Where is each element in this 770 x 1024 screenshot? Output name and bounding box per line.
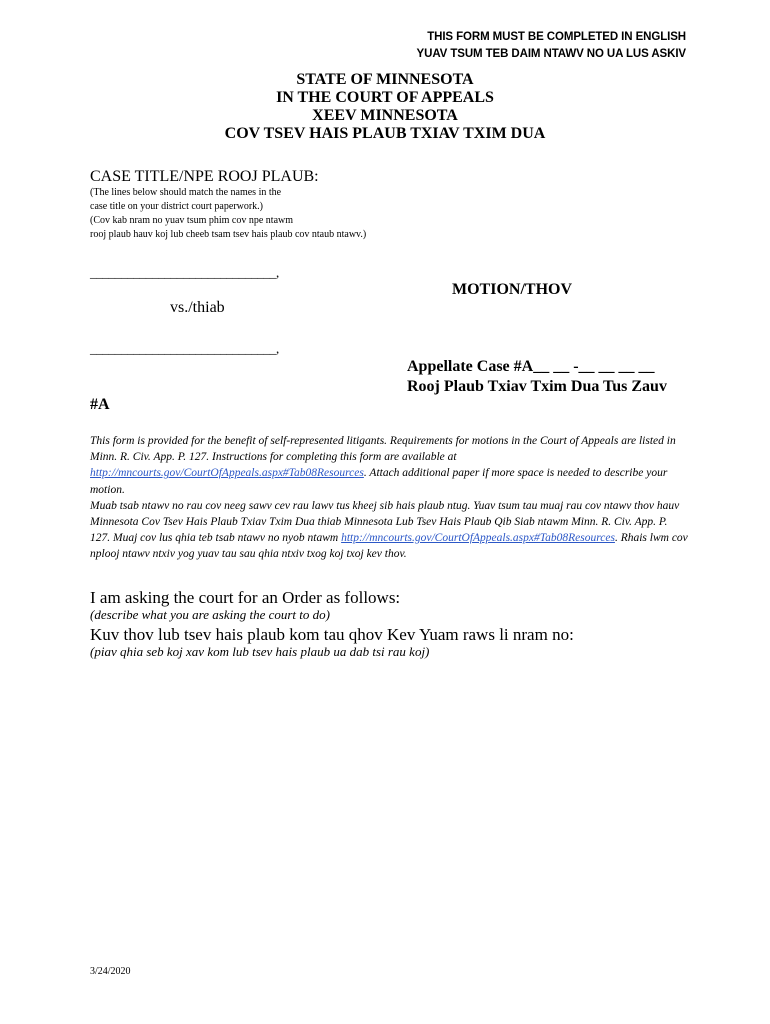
appellate-case-label-hmong: Rooj Plaub Txiav Txim Dua Tus Zauv bbox=[407, 378, 667, 395]
instructions-text: . Attach additional paper if more space is needed to describe your motion. bbox=[90, 467, 668, 496]
request-hint-hmong: (piav qhia seb koj xav kom lub tsev hais plaub ua dab tsi rau koj) bbox=[90, 644, 430, 659]
instructions-text: . Rhais lwm cov nplooj ntawv ntxiv yog yuav tau sau qhia ntxiv txog koj txoj kev thov. bbox=[90, 532, 688, 561]
instructions-english bbox=[90, 433, 690, 498]
versus-label: vs./thiab bbox=[170, 299, 225, 316]
court-header bbox=[0, 71, 770, 143]
instructions-text: Muab tsab ntawv no rau cov neeg sawv cev rau lawv tus kheej sib hais plaub ntug. Yuav tsum tau muaj rau cov ntawv thov hauv Minnesota Cov Tsev Hais Plaub Txiav Txim Dua thiab Minnesota Lub Tsev Hais Plaub Qib Siab ntawm Minn. R. Civ. App. P. 127. Muaj cov lus qhia teb tsab ntawv no nyob ntawm bbox=[90, 499, 680, 545]
case-title-note-line: (The lines below should match the names in the bbox=[90, 187, 282, 198]
court-name: IN THE COURT OF APPEALS bbox=[276, 89, 494, 106]
court-state-hmong: XEEV MINNESOTA bbox=[312, 107, 458, 124]
court-resources-link[interactable]: http://mncourts.gov/CourtOfAppeals.aspx#Tab08Resources bbox=[90, 467, 364, 480]
case-title-note bbox=[90, 186, 366, 242]
party-one-line[interactable]: ______________________________, bbox=[90, 265, 279, 280]
notice-english-line: THIS FORM MUST BE COMPLETED IN ENGLISH bbox=[427, 31, 686, 43]
appellate-case-number bbox=[407, 357, 667, 397]
case-title-note-line: (Cov kab nram no yuav tsum phim cov npe ntawm bbox=[90, 215, 294, 226]
request-heading-hmong: Kuv thov lub tsev hais plaub kom tau qhov Kev Yuam raws li nram no: bbox=[90, 625, 574, 644]
instructions bbox=[90, 433, 690, 563]
request-heading: I am asking the court for an Order as follows: bbox=[90, 588, 401, 607]
case-title-note-line: rooj plaub hauv koj lub cheeb tsam tsev hais plaub cov ntaub ntawv.) bbox=[90, 229, 367, 240]
request-hint: (describe what you are asking the court to do) bbox=[90, 607, 330, 622]
court-resources-link[interactable]: http://mncourts.gov/CourtOfAppeals.aspx#Tab08Resources bbox=[341, 532, 615, 545]
motion-title: MOTION/THOV bbox=[452, 281, 573, 298]
form-date: 3/24/2020 bbox=[90, 966, 131, 977]
notice-hmong-line: YUAV TSUM TEB DAIM NTAWV NO UA LUS ASKIV bbox=[416, 48, 686, 60]
court-name-hmong: COV TSEV HAIS PLAUB TXIAV TXIM DUA bbox=[224, 125, 546, 142]
english-notice bbox=[417, 29, 686, 63]
case-number-prefix: #A bbox=[90, 396, 110, 413]
court-state: STATE OF MINNESOTA bbox=[296, 71, 474, 88]
case-title-note-line: case title on your district court paperwork.) bbox=[90, 201, 263, 212]
case-title-heading: CASE TITLE/NPE ROOJ PLAUB: bbox=[90, 168, 319, 185]
instructions-hmong bbox=[90, 498, 690, 563]
appellate-case-label: Appellate Case #A__ __ -__ __ __ __ bbox=[407, 358, 655, 375]
instructions-text: This form is provided for the benefit of self-represented litigants. Requirements for motions in the Court of Appeals are listed in Minn. R. Civ. App. P. 127. Instructions for completing this form are available at bbox=[90, 435, 676, 464]
party-two-line[interactable]: ______________________________, bbox=[90, 341, 279, 356]
